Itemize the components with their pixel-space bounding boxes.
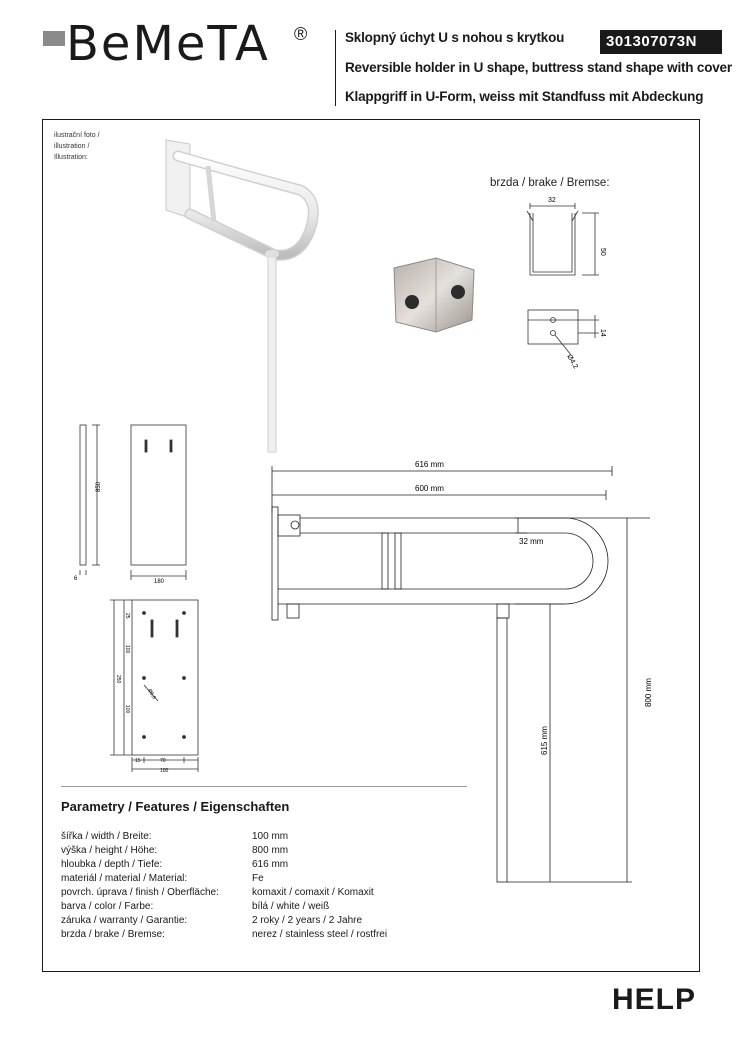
brake-dim-hole: 14: [599, 329, 606, 337]
title-en: Reversible holder in U shape, buttress stand shape with cover: [345, 60, 732, 75]
title-de: Klappgriff in U-Form, weiss mit Standfuss mit Abdeckung: [345, 89, 704, 104]
caption-line: ilustrační foto /: [54, 132, 100, 139]
feature-label: materiál / material / Material:: [61, 873, 188, 884]
mount-dim-total: 250: [115, 675, 121, 684]
feature-label: hloubka / depth / Tiefe:: [61, 859, 163, 870]
dim-leg: 615 mm: [540, 726, 549, 755]
product-code: 301307073N: [600, 30, 722, 54]
plate-dim-height: 850: [96, 481, 102, 492]
brake-dim-diameter: Ø4,2: [565, 353, 579, 371]
caption-line: Illustration:: [54, 154, 88, 161]
features-divider: [61, 786, 467, 787]
caption-line: illustration /: [54, 143, 90, 150]
brake-photo: [384, 250, 484, 340]
dim-depth: 616 mm: [415, 460, 444, 469]
plate-dim-thickness: 6: [74, 576, 78, 582]
feature-value: 100 mm: [252, 831, 289, 842]
title-cz: Sklopný úchyt U s nohou s krytkou: [345, 30, 565, 45]
series-name: HELP: [612, 983, 697, 1016]
mount-dim-hole: Ø6,6: [146, 688, 157, 701]
brake-drawing: [515, 193, 615, 373]
feature-value: nerez / stainless steel / rostfrei: [252, 929, 388, 940]
feature-label: povrch. úprava / finish / Oberfläche:: [61, 887, 219, 898]
mount-dim-upper: 100: [124, 645, 130, 654]
main-drawing: [265, 455, 665, 885]
product-photo: [150, 130, 330, 460]
brake-label: brzda / brake / Bremse:: [490, 177, 610, 189]
wall-plate-drawing: [70, 420, 200, 585]
dim-height: 800 mm: [644, 678, 653, 707]
mount-dim-spacing: 70: [160, 758, 166, 764]
header-divider: [335, 30, 336, 106]
feature-value: 616 mm: [252, 859, 289, 870]
feature-label: brzda / brake / Bremse:: [61, 929, 165, 940]
brake-dim-height: 50: [599, 248, 606, 256]
dim-tube: 32 mm: [519, 537, 544, 546]
feature-label: záruka / warranty / Garantie:: [61, 915, 188, 926]
feature-label: šířka / width / Breite:: [61, 831, 152, 842]
brand-logo: BeMeTA: [66, 16, 270, 72]
mount-dim-width: 100: [160, 768, 169, 774]
plate-dim-width: 180: [154, 579, 165, 585]
mount-dim-lower: 100: [124, 705, 130, 714]
feature-value: 800 mm: [252, 845, 289, 856]
illustration-caption: [54, 130, 100, 163]
feature-value: bílá / white / weiß: [252, 901, 330, 912]
feature-value: Fe: [252, 873, 264, 884]
feature-value: komaxit / comaxit / Komaxit: [252, 887, 374, 898]
registered-mark: ®: [294, 24, 308, 44]
feature-value: 2 roky / 2 years / 2 Jahre: [252, 915, 363, 926]
feature-label: výška / height / Höhe:: [61, 845, 158, 856]
features-title: Parametry / Features / Eigenschaften: [61, 799, 290, 814]
dim-length: 600 mm: [415, 484, 444, 493]
feature-label: barva / color / Farbe:: [61, 901, 154, 912]
logo-square: [43, 31, 65, 46]
mount-dim-offset: 15: [135, 758, 141, 764]
mount-dim-top: 25: [124, 613, 130, 619]
mount-drawing: [100, 595, 210, 775]
brake-dim-width: 32: [548, 197, 556, 204]
